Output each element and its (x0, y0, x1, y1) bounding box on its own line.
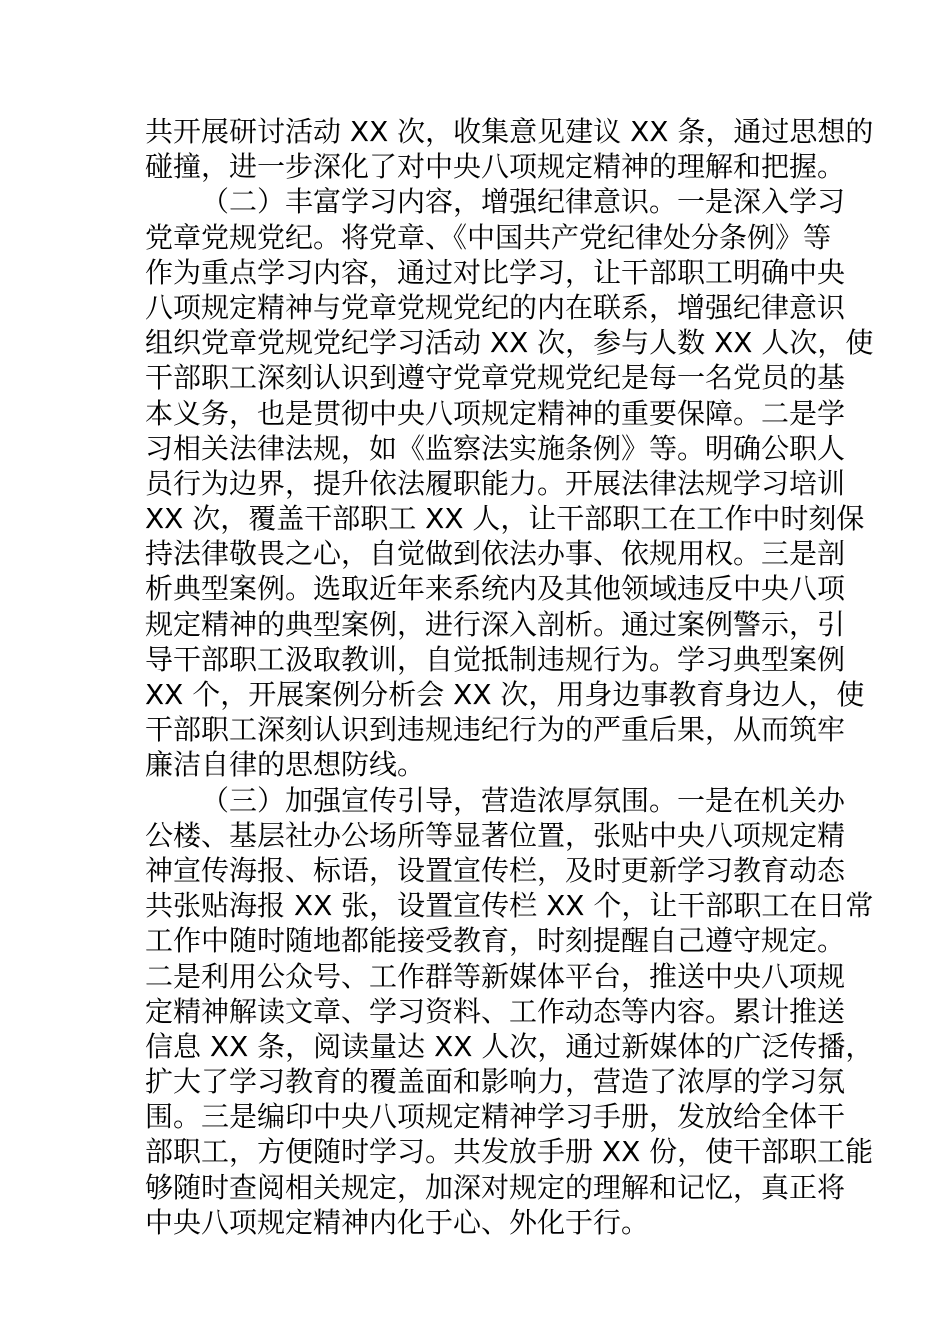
text-line: 工作中随时随地都能接受教育，时刻提醒自己遵守规定。 (145, 924, 846, 958)
text-line: 八项规定精神与党章党规党纪的内在联系，增强纪律意识 (145, 290, 846, 324)
text-line: 本义务，也是贯彻中央八项规定精神的重要保障。二是学 (145, 396, 846, 430)
text-line: 中央八项规定精神内化于心、外化于行。 (145, 1205, 650, 1239)
text-line: 部职工，方便随时学习。共发放手册 XX 份，使干部职工能 (145, 1135, 874, 1169)
text-line: 神宣传海报、标语，设置宣传栏，及时更新学习教育动态 (145, 853, 846, 887)
section-heading-line: （三）加强宣传引导，营造浓厚氛围。一是在机关办 (201, 783, 846, 817)
text-line: 析典型案例。选取近年来系统内及其他领域违反中央八项 (145, 572, 846, 606)
text-line: 干部职工深刻认识到遵守党章党规党纪是每一名党员的基 (145, 361, 846, 395)
text-line: 二是利用公众号、工作群等新媒体平台，推送中央八项规 (145, 959, 846, 993)
text-line: 干部职工深刻认识到违规违纪行为的严重后果，从而筑牢 (145, 713, 846, 747)
text-line: 导干部职工汲取教训，自觉抵制违规行为。学习典型案例 (145, 642, 846, 676)
text-line: 员行为边界，提升依法履职能力。开展法律法规学习培训 (145, 466, 846, 500)
section-heading-line: （二）丰富学习内容，增强纪律意识。一是深入学习 (201, 185, 846, 219)
text-line: 碰撞，进一步深化了对中央八项规定精神的理解和把握。 (145, 150, 846, 184)
text-line: 公楼、基层社办公场所等显著位置，张贴中央八项规定精 (145, 818, 846, 852)
text-line: 持法律敬畏之心，自觉做到依法办事、依规用权。三是剖 (145, 537, 846, 571)
text-line: 定精神解读文章、学习资料、工作动态等内容。累计推送 (145, 994, 846, 1028)
body-text (145, 114, 874, 1240)
text-line: 廉洁自律的思想防线。 (145, 748, 426, 782)
text-line: 组织党章党规党纪学习活动 XX 次，参与人数 XX 人次，使 (145, 326, 874, 360)
text-line: XX 个，开展案例分析会 XX 次，用身边事教育身边人，使 (145, 678, 865, 711)
text-line: 党章党规党纪。将党章、《中国共产党纪律处分条例》等 (145, 220, 832, 254)
text-line: 够随时查阅相关规定，加深对规定的理解和记忆，真正将 (145, 1170, 846, 1204)
text-line: 围。三是编印中央八项规定精神学习手册，发放给全体干 (145, 1100, 846, 1134)
text-line: 作为重点学习内容，通过对比学习，让干部职工明确中央 (145, 255, 846, 289)
text-line: 共张贴海报 XX 张，设置宣传栏 XX 个，让干部职工在日常 (145, 889, 874, 923)
text-line: 扩大了学习教育的覆盖面和影响力，营造了浓厚的学习氛 (145, 1065, 846, 1099)
text-line: 规定精神的典型案例，进行深入剖析。通过案例警示，引 (145, 607, 846, 641)
text-line: XX 次，覆盖干部职工 XX 人，让干部职工在工作中时刻保 (145, 502, 865, 536)
text-line: 习相关法律法规，如《监察法实施条例》等。明确公职人 (145, 431, 846, 465)
text-line: 共开展研讨活动 XX 次，收集意见建议 XX 条，通过思想的 (145, 115, 874, 148)
text-line: 信息 XX 条，阅读量达 XX 人次，通过新媒体的广泛传播， (145, 1029, 874, 1063)
